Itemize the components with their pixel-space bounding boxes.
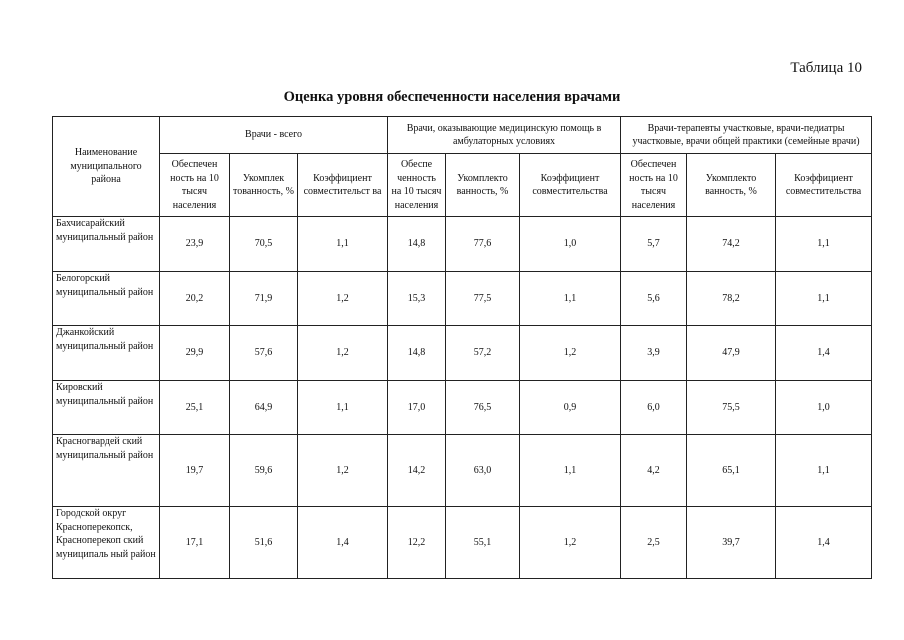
header-row-groups	[53, 117, 872, 154]
value-cell: 1,4	[776, 326, 872, 381]
table-row	[53, 381, 872, 435]
column-header-provision: Обеспечен ность на 10 тысяч населения	[621, 154, 687, 217]
column-header-coefficient: Коэффициент совместительст ва	[298, 154, 388, 217]
group-header-outpatient-doctors: Врачи, оказывающие медицинскую помощь в амбулаторных условиях	[388, 117, 621, 154]
table-row	[53, 507, 872, 579]
value-cell: 64,9	[230, 381, 298, 435]
table-row	[53, 217, 872, 272]
value-cell: 1,1	[520, 435, 621, 507]
value-cell: 20,2	[160, 272, 230, 326]
value-cell: 71,9	[230, 272, 298, 326]
column-header-staffing: Укомплекто ванность, %	[687, 154, 776, 217]
value-cell: 55,1	[446, 507, 520, 579]
value-cell: 77,5	[446, 272, 520, 326]
value-cell: 47,9	[687, 326, 776, 381]
district-name: Красногвардей ский муниципальный район	[53, 435, 160, 507]
value-cell: 4,2	[621, 435, 687, 507]
value-cell: 1,1	[298, 381, 388, 435]
district-name: Белогорский муниципальный район	[53, 272, 160, 326]
value-cell: 14,2	[388, 435, 446, 507]
value-cell: 1,2	[520, 326, 621, 381]
column-header-coefficient: Коэффициент совместительства	[776, 154, 872, 217]
header-row-columns	[53, 154, 872, 217]
value-cell: 5,6	[621, 272, 687, 326]
value-cell: 70,5	[230, 217, 298, 272]
table-row	[53, 326, 872, 381]
value-cell: 25,1	[160, 381, 230, 435]
value-cell: 1,0	[776, 381, 872, 435]
value-cell: 1,2	[298, 326, 388, 381]
column-header-provision: Обеспечен ность на 10 тысяч населения	[160, 154, 230, 217]
value-cell: 65,1	[687, 435, 776, 507]
value-cell: 15,3	[388, 272, 446, 326]
group-header-district-therapists: Врачи-терапевты участковые, врачи-педиатры участковые, врачи общей практики (семейные врачи)	[621, 117, 872, 154]
district-name: Городской округ Красноперекопск, Красноперекоп ский муниципаль ный район	[53, 507, 160, 579]
value-cell: 19,7	[160, 435, 230, 507]
value-cell: 23,9	[160, 217, 230, 272]
group-header-all-doctors: Врачи - всего	[160, 117, 388, 154]
value-cell: 63,0	[446, 435, 520, 507]
value-cell: 76,5	[446, 381, 520, 435]
physician-staffing-table	[52, 116, 872, 579]
value-cell: 5,7	[621, 217, 687, 272]
table-number-label: Таблица 10	[790, 60, 862, 76]
value-cell: 1,1	[776, 217, 872, 272]
value-cell: 51,6	[230, 507, 298, 579]
value-cell: 1,4	[298, 507, 388, 579]
value-cell: 78,2	[687, 272, 776, 326]
value-cell: 75,5	[687, 381, 776, 435]
column-header-district: Наименование муниципального района	[53, 117, 160, 217]
value-cell: 1,1	[776, 272, 872, 326]
table-row	[53, 435, 872, 507]
value-cell: 77,6	[446, 217, 520, 272]
value-cell: 39,7	[687, 507, 776, 579]
value-cell: 14,8	[388, 326, 446, 381]
value-cell: 17,1	[160, 507, 230, 579]
page-title: Оценка уровня обеспеченности населения врачами	[283, 89, 621, 105]
value-cell: 74,2	[687, 217, 776, 272]
table-row	[53, 272, 872, 326]
value-cell: 57,2	[446, 326, 520, 381]
value-cell: 29,9	[160, 326, 230, 381]
value-cell: 0,9	[520, 381, 621, 435]
value-cell: 59,6	[230, 435, 298, 507]
value-cell: 2,5	[621, 507, 687, 579]
value-cell: 14,8	[388, 217, 446, 272]
value-cell: 1,1	[520, 272, 621, 326]
column-header-provision: Обеспе ченность на 10 тысяч населения	[388, 154, 446, 217]
value-cell: 1,2	[298, 435, 388, 507]
column-header-staffing: Укомплекто ванность, %	[446, 154, 520, 217]
value-cell: 3,9	[621, 326, 687, 381]
value-cell: 6,0	[621, 381, 687, 435]
column-header-staffing: Укомплек тованность, %	[230, 154, 298, 217]
value-cell: 17,0	[388, 381, 446, 435]
district-name: Джанкойский муниципальный район	[53, 326, 160, 381]
value-cell: 1,4	[776, 507, 872, 579]
value-cell: 1,1	[776, 435, 872, 507]
value-cell: 57,6	[230, 326, 298, 381]
value-cell: 1,0	[520, 217, 621, 272]
value-cell: 1,2	[298, 272, 388, 326]
value-cell: 12,2	[388, 507, 446, 579]
value-cell: 1,2	[520, 507, 621, 579]
district-name: Кировский муниципальный район	[53, 381, 160, 435]
district-name: Бахчисарайский муниципальный район	[53, 217, 160, 272]
value-cell: 1,1	[298, 217, 388, 272]
column-header-coefficient: Коэффициент совместительства	[520, 154, 621, 217]
